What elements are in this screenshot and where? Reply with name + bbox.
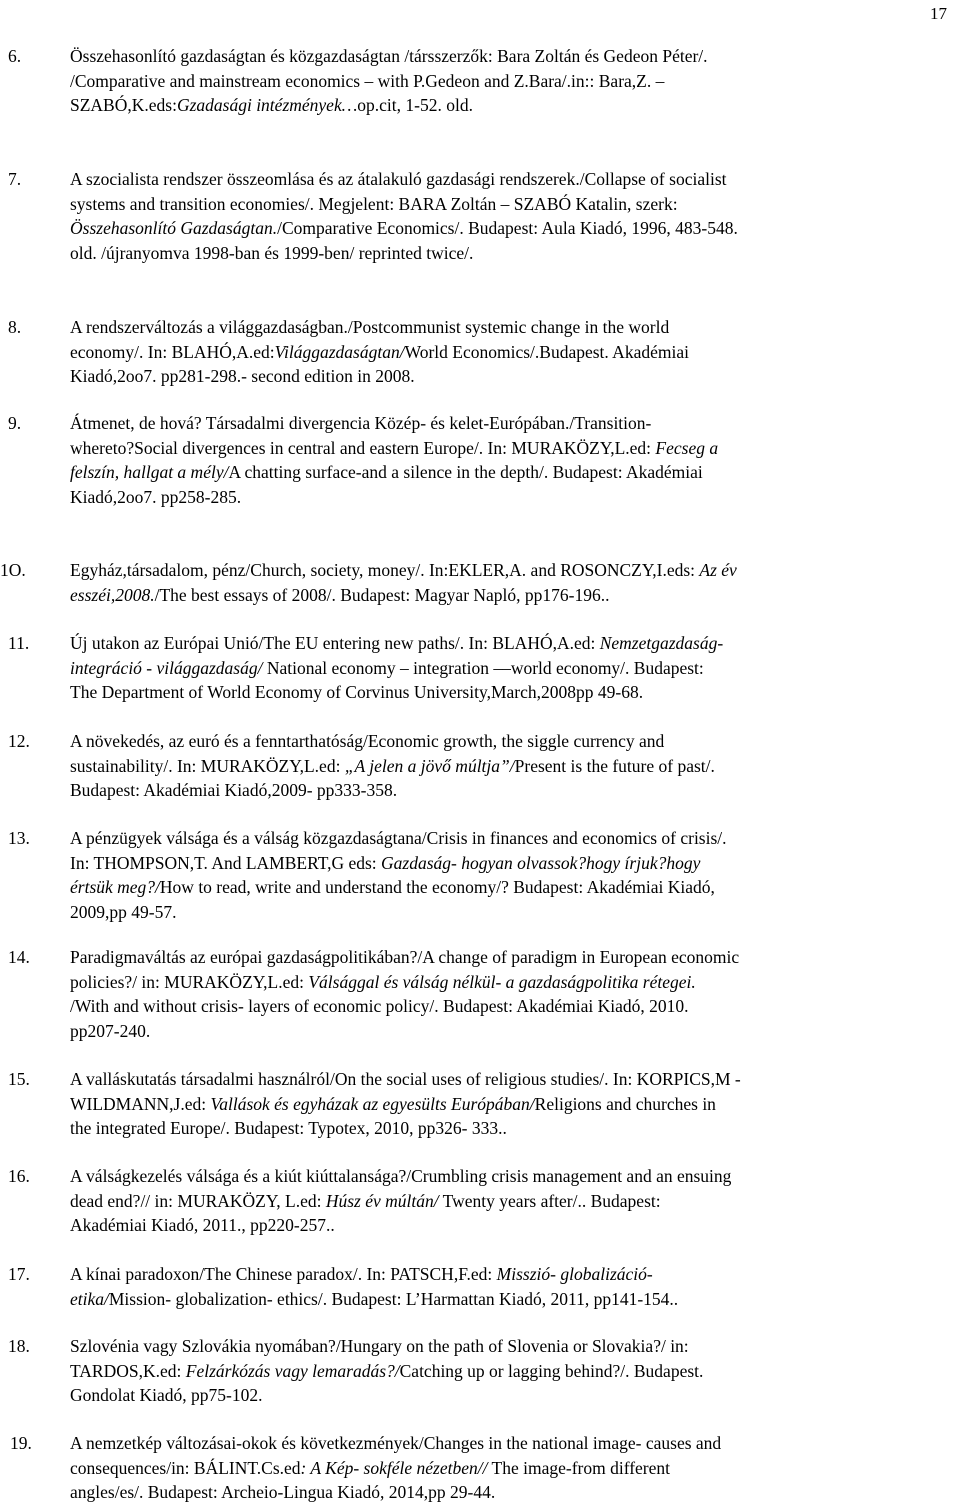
reference-line — [70, 364, 900, 389]
reference-number: 7. — [8, 169, 22, 189]
text-segment: dead end?// in: MURAKÖZY, L.ed: — [70, 1190, 326, 1211]
text-segment: /Comparative Economics/. Budapest: Aula Kiadó, 1996, 483-548. — [277, 218, 738, 238]
italic-title-segment: értsük meg?/ — [70, 877, 160, 897]
reference-number: 9. — [8, 413, 22, 433]
text-segment: The Department of World Economy of Corvinus University,March,2008pp 49-68. — [70, 682, 644, 702]
italic-title-segment: Világgazdaságtan/ — [274, 341, 405, 362]
text-segment: A nemzetkép változásai-okok és következmények/Changes in the national image- causes and — [70, 1433, 722, 1453]
reference-line — [70, 656, 900, 681]
italic-title-segment: „A jelen a jövő múltja”/ — [344, 755, 515, 776]
reference-line — [70, 216, 900, 241]
reference-line — [70, 411, 900, 436]
reference-line — [70, 900, 900, 925]
reference-text — [70, 411, 900, 509]
text-segment: economy/. In: BLAHÓ,A.ed: — [70, 341, 275, 362]
reference-number: 15. — [8, 1069, 30, 1089]
text-segment: old. /újranyomva 1998-ban és 1999-ben/ reprinted twice/. — [70, 242, 474, 263]
reference-line — [70, 192, 900, 217]
text-segment: Twenty years after/.. Budapest: — [438, 1190, 661, 1211]
reference-line — [70, 583, 900, 608]
text-segment: Paradigmaváltás az európai gazdaságpolitikában?/A change of paradigm in European economic — [70, 947, 740, 967]
text-segment: TARDOS,K.ed: — [70, 1360, 186, 1381]
reference-line — [70, 1019, 900, 1044]
reference-line — [70, 485, 900, 510]
text-segment: A válságkezelés válsága és a kiút kiúttalansága?/Crumbling crisis management and an ensuing — [70, 1166, 732, 1186]
text-segment: the integrated Europe/. Budapest: Typotex, 2010, pp326- 333.. — [70, 1118, 507, 1138]
text-segment: whereto?Social divergences in central and eastern Europe/. In: MURAKÖZY,L.ed: — [70, 437, 656, 458]
text-segment: 2009,pp 49-57. — [70, 901, 177, 922]
reference-line — [70, 1164, 900, 1189]
reference-number: 8. — [8, 317, 22, 337]
reference-line — [70, 875, 900, 900]
reference-line — [70, 1287, 900, 1312]
text-segment: Összehasonlító gazdaságtan és közgazdaságtan /társszerzők: Bara Zoltán és Gedeon Péter/. — [70, 46, 708, 66]
page-number: 17 — [930, 4, 947, 23]
reference-line — [70, 93, 900, 118]
text-segment: Kiadó,2oo7. pp258-285. — [70, 486, 242, 507]
reference-line — [70, 826, 900, 851]
reference-number: 17. — [8, 1264, 30, 1284]
italic-title-segment: Húsz év múltán/ — [325, 1190, 439, 1211]
reference-line — [70, 1383, 900, 1408]
reference-text — [70, 945, 900, 1043]
text-segment: sustainability/. In: MURAKÖZY,L.ed: — [70, 755, 345, 776]
reference-line — [70, 558, 900, 583]
italic-title-segment: Vallások és egyházak az egyesülts Európában/ — [210, 1093, 535, 1114]
italic-title-segment: Misszió- globalizáció- — [496, 1264, 653, 1284]
text-segment: Egyház,társadalom, pénz/Church, society, money/. In:EKLER,A. and ROSONCZY,I.eds: — [70, 560, 700, 580]
reference-line — [70, 1456, 900, 1481]
text-segment: A kínai paradoxon/The Chinese paradox/. In: PATSCH,F.ed: — [70, 1264, 497, 1284]
text-segment: World Economics/.Budapest. Akadémiai — [404, 341, 689, 362]
text-segment: consequences/in: BÁLINT.Cs.ed — [70, 1457, 301, 1478]
reference-line — [70, 460, 900, 485]
italic-title-segment: esszéi,2008. — [70, 584, 155, 605]
text-segment: Szlovénia vagy Szlovákia nyomában?/Hungary on the path of Slovenia or Slovakia?/ in: — [70, 1336, 689, 1356]
text-segment: A valláskutatás társadalmi használról/On the social uses of religious studies/. In: KORPICS,M - — [70, 1069, 741, 1089]
reference-number: 12. — [8, 731, 30, 751]
reference-line — [70, 631, 900, 656]
reference-number: 14. — [8, 947, 30, 967]
reference-line — [70, 1262, 900, 1287]
text-segment: The image-from different — [487, 1457, 671, 1478]
reference-line — [70, 1067, 900, 1092]
reference-text — [70, 1431, 900, 1505]
text-segment: systems and transition economies/. Megjelent: BARA Zoltán – SZABÓ Katalin, szerk: — [70, 193, 678, 214]
text-segment: National economy – integration ––world economy/. Budapest: — [262, 657, 704, 678]
reference-line — [70, 1189, 900, 1214]
reference-line — [70, 315, 900, 340]
reference-line — [70, 1213, 900, 1238]
italic-title-segment: Fecseg a — [655, 437, 719, 458]
text-segment: WILDMANN,J.ed: — [70, 1093, 211, 1114]
reference-line — [70, 436, 900, 461]
italic-title-segment: Gzadasági intézmények… — [176, 95, 358, 115]
text-segment: A rendszerváltozás a világgazdaságban./Postcommunist systemic change in the world — [70, 317, 670, 337]
reference-number: 18. — [8, 1336, 30, 1356]
italic-title-segment: Nemzetgazdaság- — [599, 633, 724, 653]
text-segment: /Comparative and mainstream economics – with P.Gedeon and Z.Bara/.in:: Bara,Z. – — [70, 70, 665, 91]
text-segment: Present is the future of past/. — [514, 755, 715, 776]
text-segment: A növekedés, az euró és a fenntarthatóság/Economic growth, the siggle currency and — [70, 731, 665, 751]
reference-number: 1O. — [0, 560, 26, 580]
text-segment: Kiadó,2oo7. pp281-298.- second edition in 2008. — [70, 366, 415, 386]
reference-line — [70, 1092, 900, 1117]
text-segment: A pénzügyek válsága és a válság közgazdaságtana/Crisis in finances and economics of crisis/. — [70, 828, 727, 848]
text-segment: A szocialista rendszer összeomlása és az átalakuló gazdasági rendszerek./Collapse of socialist — [70, 169, 727, 189]
reference-number: 13. — [8, 828, 30, 848]
text-segment: Religions and churches in — [534, 1093, 716, 1114]
reference-text — [70, 1334, 900, 1408]
reference-line — [70, 69, 900, 94]
reference-line — [70, 680, 900, 705]
reference-line — [70, 754, 900, 779]
reference-line — [70, 241, 900, 266]
reference-text — [70, 826, 900, 924]
italic-title-segment: : A Kép- sokféle nézetben// — [300, 1457, 488, 1478]
text-segment: Akadémiai Kiadó, 2011., pp220-257.. — [70, 1215, 335, 1235]
reference-line — [70, 970, 900, 995]
reference-line — [70, 44, 900, 69]
reference-line — [70, 167, 900, 192]
italic-title-segment: Gazdaság- hogyan olvassok?hogy írjuk?hogy — [381, 852, 701, 873]
text-segment: How to read, write and understand the economy/? Budapest: Akadémiai Kiadó, — [159, 877, 715, 897]
reference-text — [70, 631, 900, 705]
reference-line — [70, 1431, 900, 1456]
text-segment: policies?/ in: MURAKÖZY,L.ed: — [70, 971, 309, 992]
reference-text — [70, 558, 900, 607]
text-segment: Gondolat Kiadó, pp75-102. — [70, 1385, 263, 1405]
text-segment: /The best essays of 2008/. Budapest: Magyar Napló, pp176-196.. — [154, 584, 610, 605]
reference-number: 19. — [10, 1433, 32, 1453]
text-segment: In: THOMPSON,T. And LAMBERT,G eds: — [70, 852, 382, 873]
text-segment: Mission- globalization- ethics/. Budapest: L’Harmattan Kiadó, 2011, pp141-154.. — [108, 1288, 679, 1309]
text-segment: angles/es/. Budapest: Archeio-Lingua Kiadó, 2014,pp 29-44. — [70, 1482, 496, 1502]
reference-line — [70, 729, 900, 754]
reference-line — [70, 1480, 900, 1505]
text-segment: op.cit, 1-52. old. — [357, 95, 473, 115]
reference-text — [70, 1067, 900, 1141]
text-segment: Új utakon az Európai Unió/The EU entering new paths/. In: BLAHÓ,A.ed: — [70, 633, 600, 653]
text-segment: pp207-240. — [70, 1020, 151, 1041]
reference-text — [70, 729, 900, 803]
reference-line — [70, 851, 900, 876]
reference-line — [70, 1359, 900, 1384]
text-segment: Átmenet, de hová? Társadalmi divergencia Közép- és kelet-Európában./Transition- — [70, 413, 652, 433]
reference-text — [70, 44, 900, 118]
italic-title-segment: felszín, hallgat a mély/ — [70, 462, 229, 482]
text-segment: SZABÓ,K.eds: — [70, 95, 177, 115]
reference-number: 6. — [8, 46, 22, 66]
italic-title-segment: Válsággal és válság nélkül- a gazdaságpolitika rétegei. — [308, 971, 696, 992]
italic-title-segment: Az év — [699, 560, 737, 580]
reference-text — [70, 167, 900, 265]
text-segment: Budapest: Akadémiai Kiadó,2009- pp333-358. — [70, 780, 398, 800]
text-segment: Catching up or lagging behind?/. Budapest. — [399, 1360, 704, 1381]
reference-line — [70, 340, 900, 365]
italic-title-segment: Felzárkózás vagy lemaradás?/ — [185, 1360, 400, 1381]
reference-line — [70, 994, 900, 1019]
text-segment: A chatting surface-and a silence in the depth/. Budapest: Akadémiai — [228, 462, 703, 482]
reference-number: 11. — [8, 633, 30, 653]
italic-title-segment: Összehasonlító Gazdaságtan. — [70, 218, 278, 238]
reference-text — [70, 315, 900, 389]
italic-title-segment: etika/ — [70, 1288, 109, 1309]
reference-number: 16. — [8, 1166, 30, 1186]
reference-line — [70, 1116, 900, 1141]
reference-line — [70, 778, 900, 803]
reference-text — [70, 1262, 900, 1311]
reference-line — [70, 945, 900, 970]
italic-title-segment: integráció - világgazdaság/ — [70, 657, 263, 678]
reference-line — [70, 1334, 900, 1359]
reference-text — [70, 1164, 900, 1238]
text-segment: /With and without crisis- layers of economic policy/. Budapest: Akadémiai Kiadó, 2010. — [70, 996, 689, 1016]
